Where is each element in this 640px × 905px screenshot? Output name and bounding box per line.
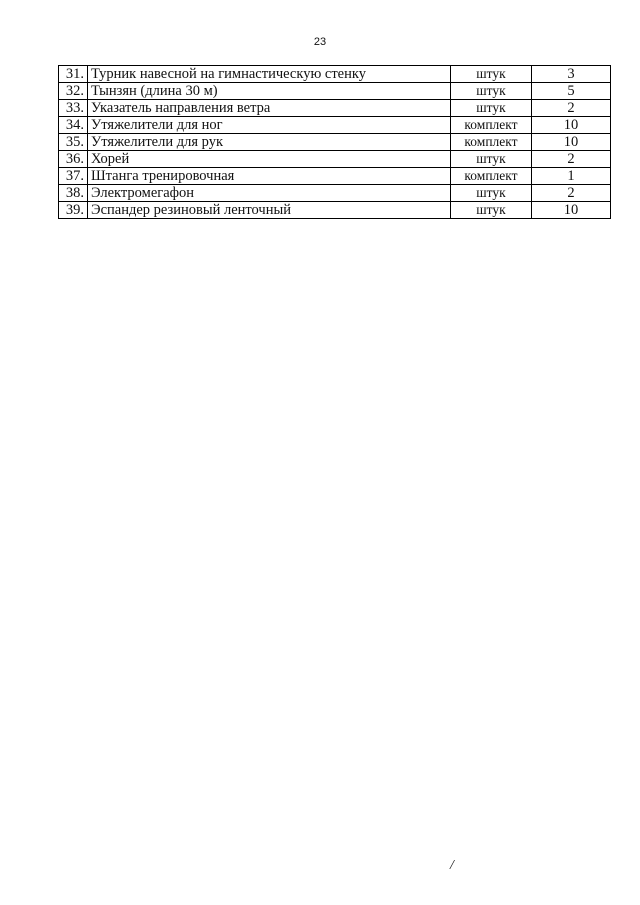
quantity: 2 — [532, 151, 611, 168]
row-number: 31. — [59, 66, 88, 83]
quantity: 2 — [532, 185, 611, 202]
unit-of-measure: штук — [451, 185, 532, 202]
equipment-table — [58, 65, 611, 219]
unit-of-measure: штук — [451, 83, 532, 100]
row-number: 32. — [59, 83, 88, 100]
table-row — [59, 117, 611, 134]
table-row — [59, 185, 611, 202]
item-name: Тынзян (длина 30 м) — [88, 83, 451, 100]
page-number: 23 — [313, 36, 327, 48]
unit-of-measure: комплект — [451, 168, 532, 185]
unit-of-measure: штук — [451, 151, 532, 168]
quantity: 10 — [532, 202, 611, 219]
table-row — [59, 168, 611, 185]
row-number: 35. — [59, 134, 88, 151]
quantity: 3 — [532, 66, 611, 83]
table-row — [59, 100, 611, 117]
row-number: 33. — [59, 100, 88, 117]
quantity: 2 — [532, 100, 611, 117]
handwritten-mark: / — [450, 858, 454, 873]
quantity: 5 — [532, 83, 611, 100]
row-number: 38. — [59, 185, 88, 202]
table-row — [59, 83, 611, 100]
table-row — [59, 151, 611, 168]
item-name: Эспандер резиновый ленточный — [88, 202, 451, 219]
item-name: Турник навесной на гимнастическую стенку — [88, 66, 451, 83]
row-number: 36. — [59, 151, 88, 168]
unit-of-measure: комплект — [451, 134, 532, 151]
quantity: 10 — [532, 134, 611, 151]
quantity: 10 — [532, 117, 611, 134]
item-name: Электромегафон — [88, 185, 451, 202]
row-number: 39. — [59, 202, 88, 219]
item-name: Штанга тренировочная — [88, 168, 451, 185]
unit-of-measure: штук — [451, 100, 532, 117]
item-name: Утяжелители для ног — [88, 117, 451, 134]
table-row — [59, 134, 611, 151]
quantity: 1 — [532, 168, 611, 185]
unit-of-measure: штук — [451, 202, 532, 219]
unit-of-measure: комплект — [451, 117, 532, 134]
unit-of-measure: штук — [451, 66, 532, 83]
item-name: Утяжелители для рук — [88, 134, 451, 151]
row-number: 37. — [59, 168, 88, 185]
table-row — [59, 66, 611, 83]
table-row — [59, 202, 611, 219]
table-body — [59, 66, 611, 219]
row-number: 34. — [59, 117, 88, 134]
item-name: Указатель направления ветра — [88, 100, 451, 117]
item-name: Хорей — [88, 151, 451, 168]
